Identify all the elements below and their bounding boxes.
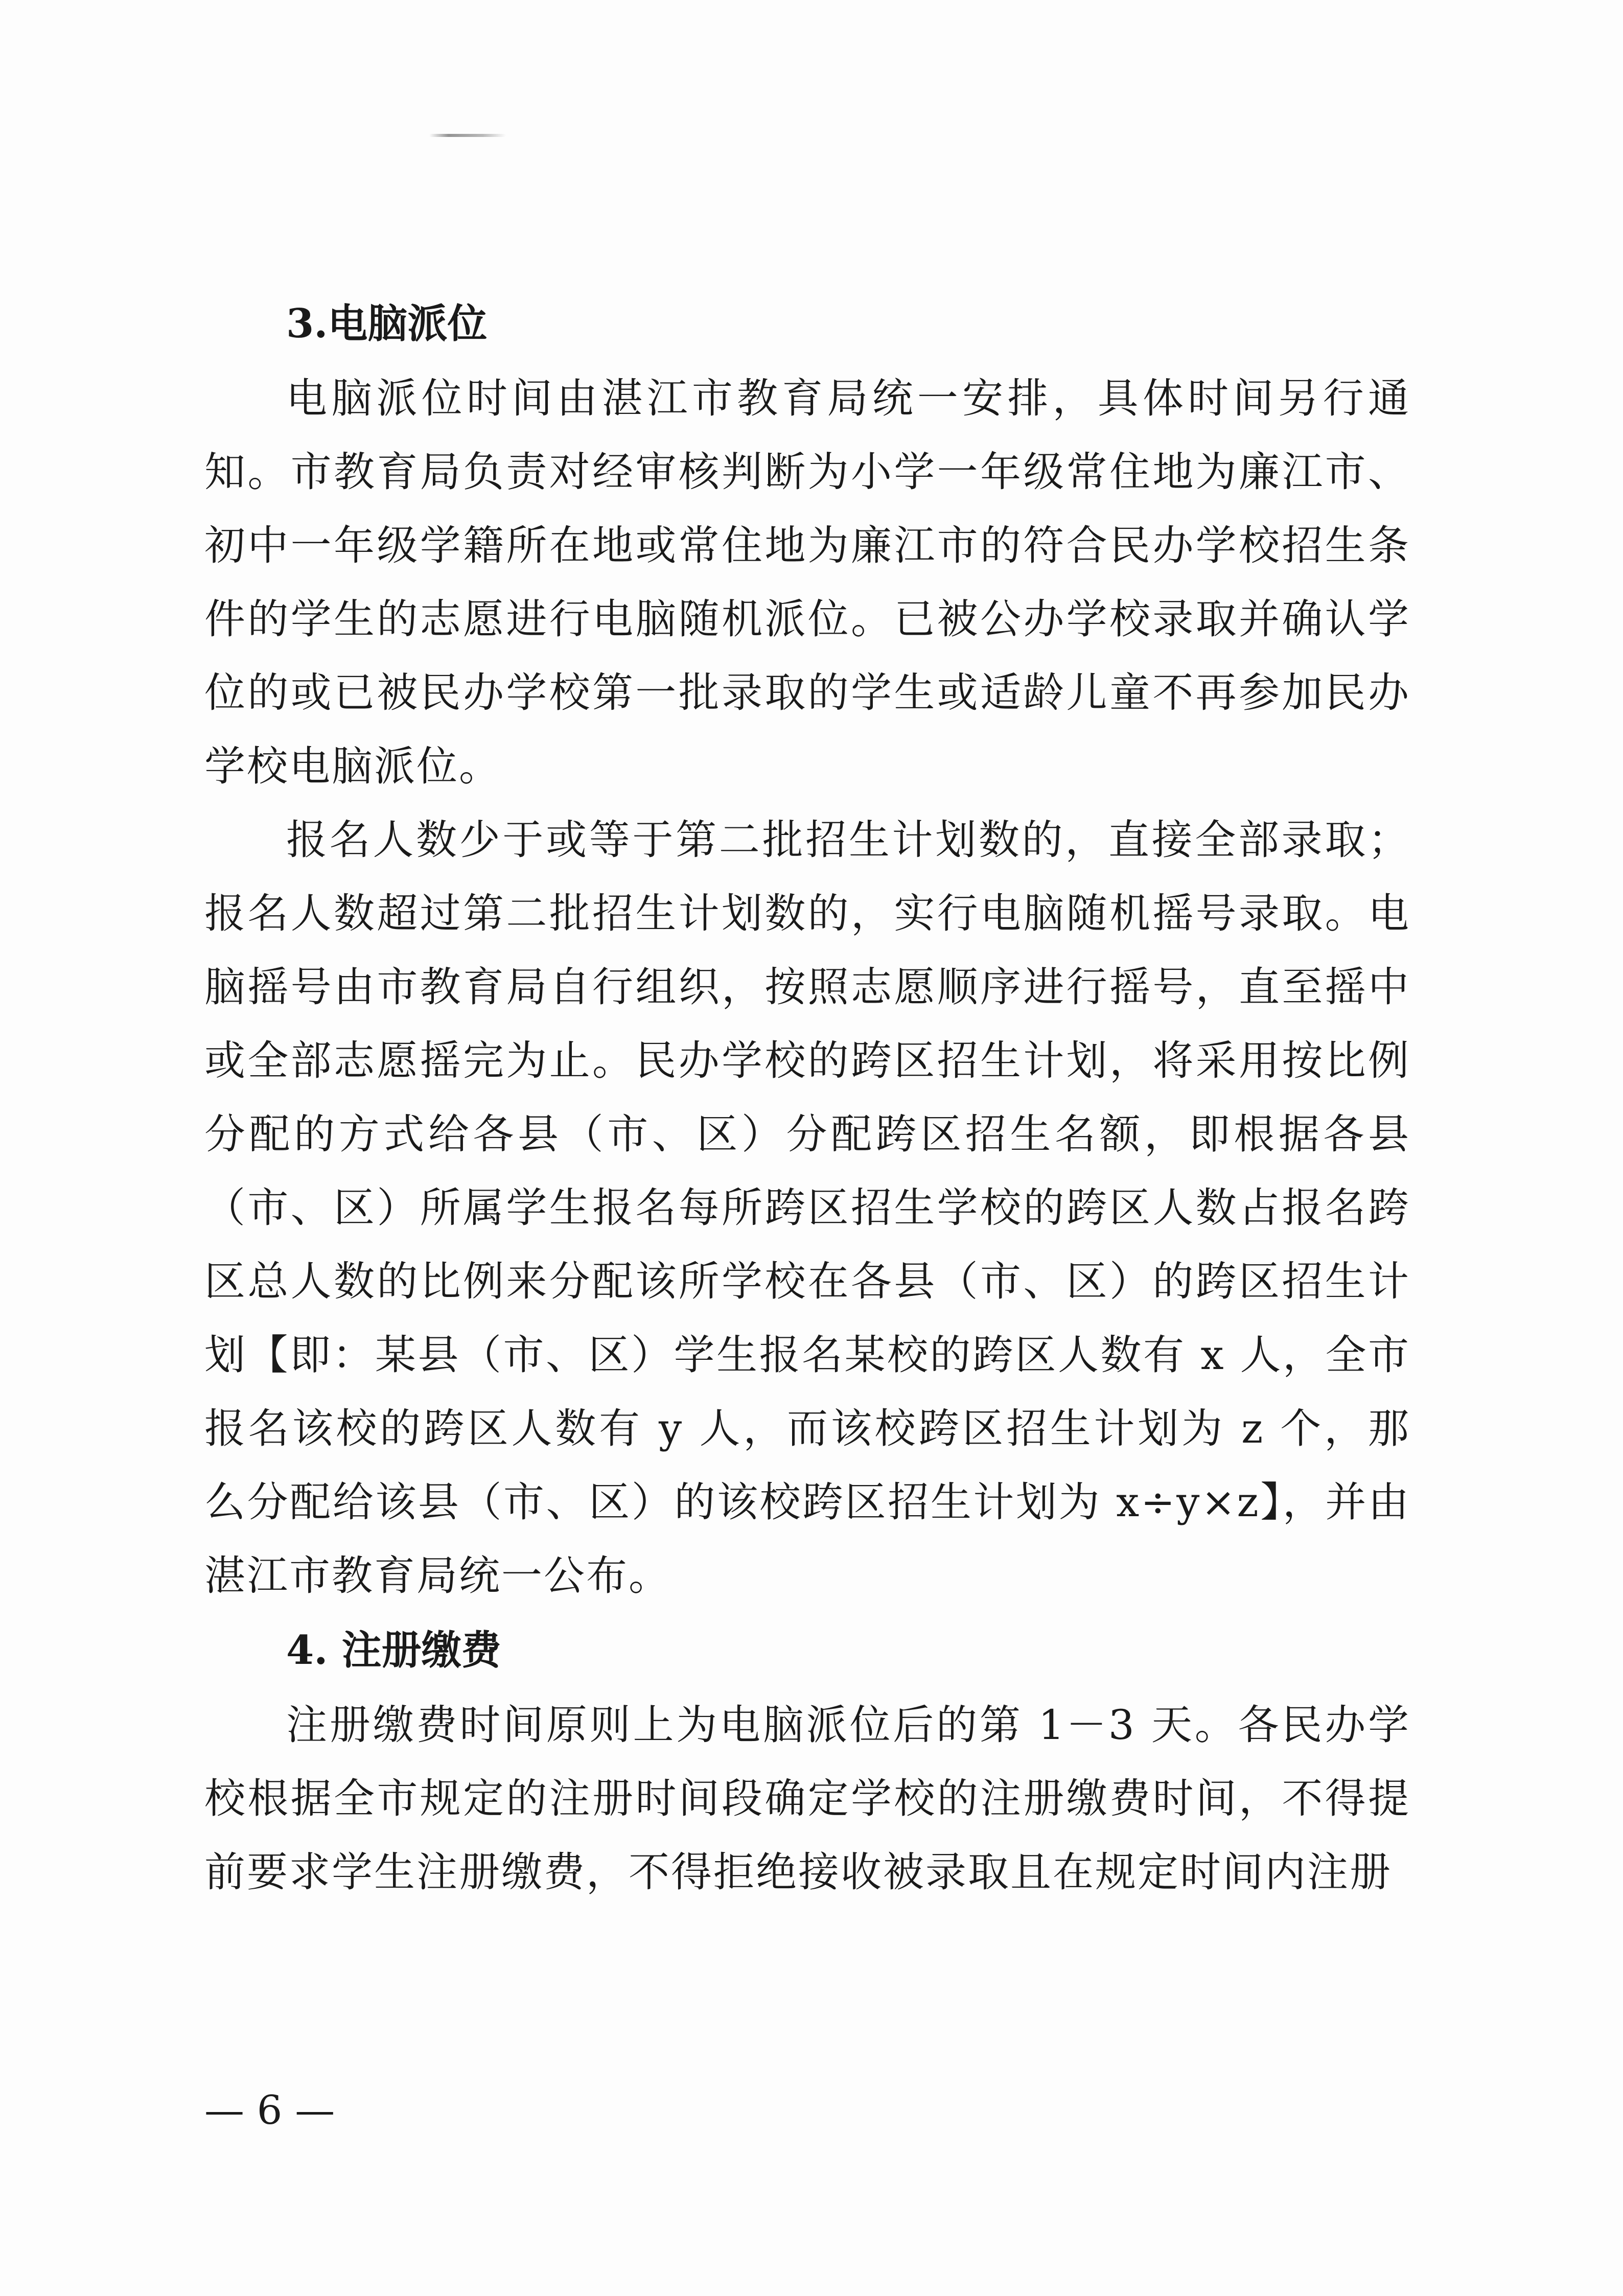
paragraph-lottery-rules: 报名人数少于或等于第二批招生计划数的，直接全部录取；报名人数超过第二批招生计划数的，实行电脑随机摇号录取。电脑摇号由市教育局自行组织，按照志愿顺序进行摇号，直至摇中或全部志愿摇完为止。民办学校的跨区招生计划，将采用按比例分配的方式给各县（市、区）分配跨区招生名额，即根据各县（市、区）所属学生报名每所跨区招生学校的跨区人数占报名跨区总人数的比例来分配该所学校在各县（市、区）的跨区招生计划【即：某县（市、区）学生报名某校的跨区人数有 x 人，全市报名该校的跨区人数有 y 人，而该校跨区招生计划为 z 个，那么分配给该县（市、区）的该校跨区招生计划为 x÷y×z】，并由湛江市教育局统一公布。 [204, 816, 1410, 1599]
page-number: — 6 — [204, 2088, 335, 2133]
document-body [204, 286, 1410, 1909]
section-heading-registration-payment: 4. 注册缴费 [286, 1627, 501, 1674]
paragraph-registration-time: 注册缴费时间原则上为电脑派位后的第 1－3 天。各民办学校根据全市规定的注册时间段确定学校的注册缴费时间，不得提前要求学生注册缴费，不得拒绝接收被录取且在规定时间内注册 [204, 1701, 1410, 1896]
paragraph-allocation-schedule: 电脑派位时间由湛江市教育局统一安排，具体时间另行通知。市教育局负责对经审核判断为小学一年级常住地为廉江市、初中一年级学籍所在地或常住地为廉江市的符合民办学校招生条件的学生的志愿进行电脑随机派位。已被公办学校录取并确认学位的或已被民办学校第一批录取的学生或适龄儿童不再参加民办学校电脑派位。 [204, 375, 1410, 790]
scan-artifact [429, 134, 506, 137]
section-heading-computer-allocation: 3.电脑派位 [286, 300, 488, 347]
